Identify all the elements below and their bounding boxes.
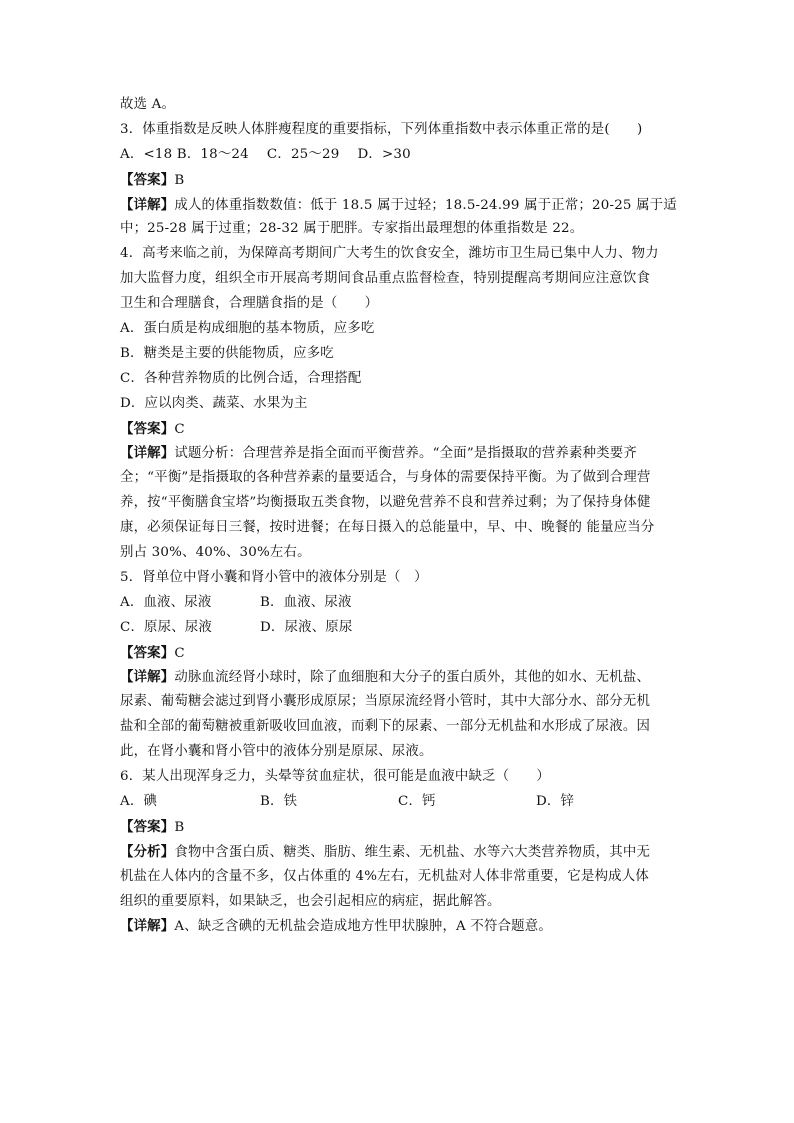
analysis-tag: 【分析】 bbox=[120, 843, 175, 860]
question-6: 6．某人出现浑身乏力，头晕等贫血症状，很可能是血液中缺乏（ ） bbox=[120, 769, 551, 785]
option-c: C．钙 bbox=[398, 793, 436, 809]
options-row bbox=[120, 591, 676, 616]
answer-line bbox=[120, 815, 676, 840]
option-d: D．尿液、原尿 bbox=[260, 619, 353, 635]
answer-line bbox=[120, 417, 676, 442]
question-4: 卫生和合理膳食，合理膳食指的是（ ） bbox=[120, 296, 379, 312]
answer-tag: 【答案】 bbox=[120, 420, 175, 437]
analysis-line bbox=[120, 840, 676, 865]
explanation-text: 试题分析：合理营养是指全面而平衡营养。“全面”是指摄取的营养素种类要齐 bbox=[174, 446, 637, 462]
answer-line bbox=[120, 641, 676, 666]
answer-value: B bbox=[174, 172, 185, 188]
explanation-text: 中；25-28 属于过重；28-32 属于肥胖。专家指出最理想的体重指数是 22。 bbox=[120, 221, 584, 237]
answer-value: C bbox=[174, 421, 185, 437]
option-d: D．应以肉类、蔬菜、水果为主 bbox=[120, 395, 308, 411]
options-row bbox=[120, 790, 676, 815]
explanation-line bbox=[120, 193, 676, 218]
explanation-tag: 【详解】 bbox=[120, 445, 175, 462]
explanation-text: 康，必须保证每日三餐，按时进餐；在每日摄入的总能量中，早、中、晚餐的 能量应当分 bbox=[120, 520, 655, 536]
explanation-text: 别占 30%、40%、30%左右。 bbox=[120, 545, 311, 561]
explanation-text: 养，按“平衡膳食宝塔”均衡摄取五类食物，以避免营养不良和营养过剩；为了保持身体健 bbox=[120, 495, 651, 511]
option-a: A．蛋白质是构成细胞的基本物质，应多吃 bbox=[120, 321, 375, 337]
option-c: C．原尿、尿液 bbox=[120, 619, 212, 635]
answer-tag: 【答案】 bbox=[120, 171, 175, 188]
explanation-text: 此，在肾小囊和肾小管中的液体分别是原尿、尿液。 bbox=[120, 744, 433, 760]
answer-tag: 【答案】 bbox=[120, 818, 175, 835]
option-c: C．各种营养物质的比例合适，合理搭配 bbox=[120, 370, 362, 386]
explanation-text: 成人的体重指数数值：低于 18.5 属于过轻；18.5-24.99 属于正常；20-25 属于适 bbox=[174, 197, 677, 213]
option-a: A．血液、尿液 bbox=[120, 594, 212, 610]
question-3: 3．体重指数是反映人体胖瘦程度的重要指标，下列体重指数中表示体重正常的是( ) bbox=[120, 121, 643, 137]
explanation-text: 动脉血流经肾小球时，除了血细胞和大分子的蛋白质外，其他的如水、无机盐、 bbox=[174, 670, 651, 686]
options-row bbox=[120, 616, 676, 641]
explanation-tag: 【详解】 bbox=[120, 669, 175, 686]
option-b: B．糖类是主要的供能物质，应多吃 bbox=[120, 345, 334, 361]
explanation-text: 尿素、葡萄糖会滤过到肾小囊形成原尿；当原尿流经肾小管时，其中大部分水、部分无机 bbox=[120, 694, 651, 710]
explanation-line bbox=[120, 441, 676, 466]
explanation-line bbox=[120, 665, 676, 690]
question-4: 4．高考来临之前，为保障高考期间广大考生的饮食安全，潍坊市卫生局已集中人力、物力 bbox=[120, 246, 659, 262]
analysis-text: 机盐在人体内的含量不多，仅占体重的 4%左右，无机盐对人体非常重要，它是构成人体 bbox=[120, 868, 649, 884]
answer-tag: 【答案】 bbox=[120, 644, 175, 661]
option-b: B．铁 bbox=[260, 793, 298, 809]
explanation-tag: 【详解】 bbox=[120, 196, 175, 213]
answer-value: C bbox=[174, 645, 185, 661]
question-5: 5．肾单位中肾小囊和肾小管中的液体分别是（ ） bbox=[120, 569, 428, 585]
analysis-text: 组织的重要原料，如果缺乏，也会引起相应的病症，据此解答。 bbox=[120, 893, 501, 909]
explanation-line bbox=[120, 914, 676, 939]
text-line: 故选 A。 bbox=[120, 97, 176, 112]
analysis-text: 食物中含蛋白质、糖类、脂肪、维生素、无机盐、水等六大类营养物质，其中无 bbox=[174, 844, 651, 860]
answer-line bbox=[120, 168, 676, 193]
explanation-text: A、缺乏含碘的无机盐会造成地方性甲状腺肿，A 不符合题意。 bbox=[174, 919, 552, 935]
question-3-options: A．<18 B．18～24 C．25～29 D．>30 bbox=[120, 146, 411, 162]
option-d: D．锌 bbox=[536, 793, 575, 809]
option-a: A．碘 bbox=[120, 793, 158, 809]
option-b: B．血液、尿液 bbox=[260, 594, 352, 610]
document-page bbox=[120, 93, 676, 939]
question-4: 加大监督力度，组织全市开展高考期间食品重点监督检查，特别提醒高考期间应注意饮食 bbox=[120, 271, 651, 287]
explanation-text: 全；“平衡”是指摄取的各种营养素的量要适合，与身体的需要保持平衡。为了做到合理营 bbox=[120, 470, 651, 486]
answer-value: B bbox=[174, 819, 185, 835]
explanation-text: 盐和全部的葡萄糖被重新吸收回血液，而剩下的尿素、一部分无机盐和水形成了尿液。因 bbox=[120, 719, 651, 735]
explanation-tag: 【详解】 bbox=[120, 918, 175, 935]
